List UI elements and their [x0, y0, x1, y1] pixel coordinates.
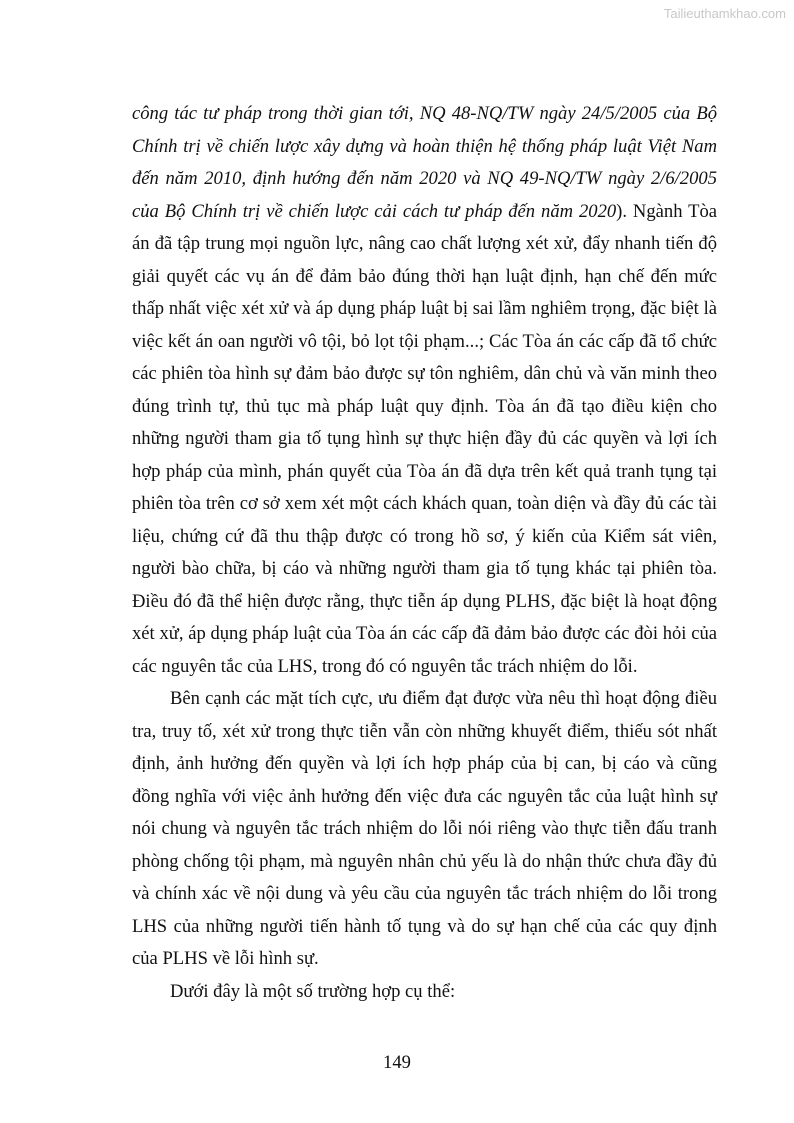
watermark-text: Tailieuthamkhao.com: [663, 6, 786, 21]
paragraph-1: [132, 98, 717, 683]
paragraph-3: Dưới đây là một số trường hợp cụ thể:: [170, 980, 456, 1002]
paragraph-2: Bên cạnh các mặt tích cực, ưu điểm đạt được vừa nêu thì hoạt động điều tra, truy tố, xét xử trong thực tiễn vẫn còn những khuyết điểm, thiếu sót nhất định, ảnh hưởng đến quyền và lợi ích hợp pháp của bị can, bị cáo và cũng đồng nghĩa với việc ảnh hưởng đến việc đưa các nguyên tắc của luật hình sự nói chung và nguyên tắc trách nhiệm do lỗi nói riêng vào thực tiễn đấu tranh phòng chống tội phạm, mà nguyên nhân chủ yếu là do nhận thức chưa đầy đủ và chính xác về nội dung và yêu cầu của nguyên tắc trách nhiệm do lỗi trong LHS của những người tiến hành tố tụng và do sự hạn chế của các quy định của PLHS về lỗi hình sự.: [132, 688, 717, 969]
page-number: 149: [383, 1052, 411, 1073]
page-body: [132, 98, 717, 1008]
paragraph-1-text: ). Ngành Tòa án đã tập trung mọi nguồn lực, nâng cao chất lượng xét xử, đẩy nhanh tiến độ giải quyết các vụ án để đảm bảo đúng thời hạn luật định, hạn chế đến mức thấp nhất việc xét xử và áp dụng pháp luật bị sai lầm nghiêm trọng, đặc biệt là việc kết án oan người vô tội, bỏ lọt tội phạm...; Các Tòa án các cấp đã tổ chức các phiên tòa hình sự đảm bảo được sự tôn nghiêm, dân chủ và văn minh theo đúng trình tự, thủ tục mà pháp luật quy định. Tòa án đã tạo điều kiện cho những người tham gia tố tụng hình sự thực hiện đầy đủ các quyền và lợi ích hợp pháp của mình, phán quyết của Tòa án đã dựa trên kết quả tranh tụng tại phiên tòa trên cơ sở xem xét một cách khách quan, toàn diện và đầy đủ các tài liệu, chứng cứ đã thu thập được có trong hồ sơ, ý kiến của Kiểm sát viên, người bào chữa, bị cáo và những người tham gia tố tụng khác tại phiên tòa. Điều đó đã thể hiện được rằng, thực tiễn áp dụng PLHS, đặc biệt là hoạt động xét xử, áp dụng pháp luật của Tòa án các cấp đã đảm bảo được các đòi hỏi của các nguyên tắc của LHS, trong đó có nguyên tắc trách nhiệm do lỗi.: [132, 200, 718, 677]
italic-citation: công tác tư pháp trong thời gian tới, NQ 48-NQ/TW ngày 24/5/2005 của Bộ Chính trị về chiến lược xây dựng và hoàn thiện hệ thống pháp luật Việt Nam đến năm 2010, định hướng đến năm 2020 và NQ 49-NQ/TW ngày 2/6/2005 của Bộ Chính trị về chiến lược cải cách tư pháp đến năm 2020: [132, 103, 717, 222]
